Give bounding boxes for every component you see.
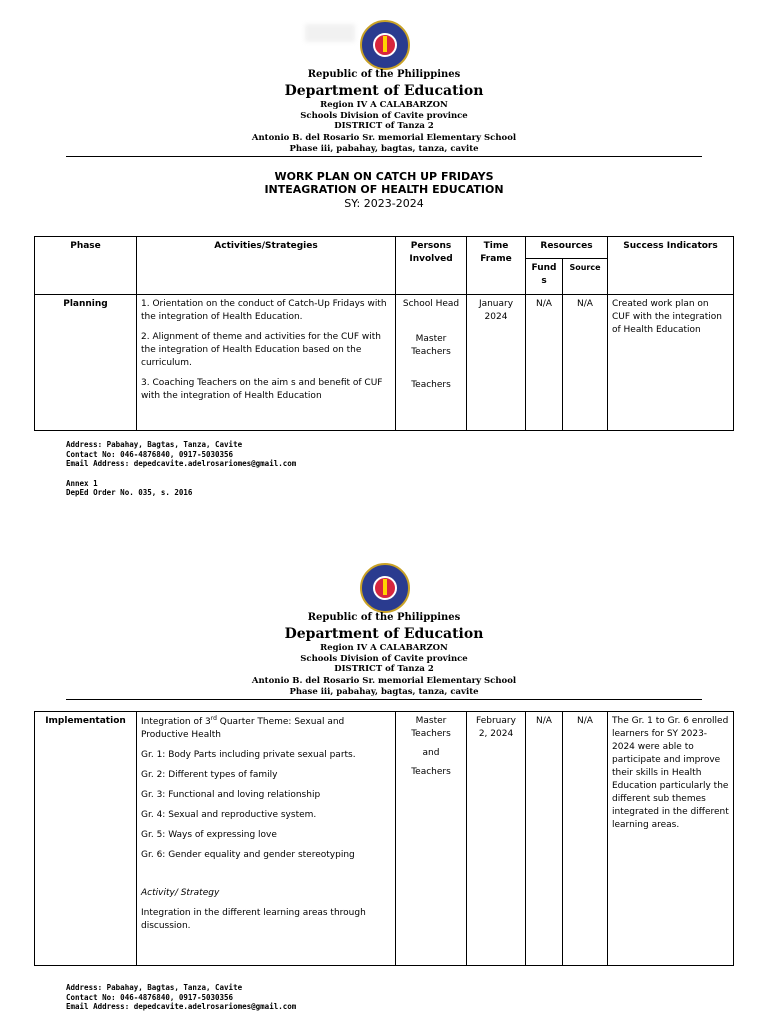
deped-seal-logo (360, 563, 410, 613)
persons-header: Persons Involved (396, 237, 467, 295)
success-cell: Created work plan on CUF with the integration of Health Education (608, 295, 734, 431)
persons-cell (396, 712, 467, 966)
header-divider (66, 156, 702, 157)
person-item: Master Teachers (411, 334, 451, 358)
footer-block (66, 440, 296, 498)
table-row-implementation (35, 712, 734, 966)
republic-heading: Republic of the Philippines (307, 612, 461, 623)
source-cell: N/A (563, 295, 608, 431)
footer-contact: Contact No: 046-4876840, 0917-5030356 (66, 449, 234, 459)
resources-header: Resources (526, 237, 608, 259)
funds-header: Fund s (526, 259, 563, 295)
footer-address: Address: Pabahay, Bagtas, Tanza, Cavite (66, 440, 243, 449)
persons-cell (396, 295, 467, 431)
grade-item: Gr. 4: Sexual and reproductive system. (141, 810, 317, 821)
activity-item: 2. Alignment of theme and activities for the CUF with the integration of Health Education based on the curriculum. (141, 332, 381, 369)
theme-line: Integration of 3rd Quarter Theme: Sexual and Productive Health (141, 715, 345, 741)
activities-header: Activities/Strategies (137, 237, 396, 295)
region-label: Region IV A CALABARZON (320, 100, 448, 110)
person-item: Teachers (411, 380, 451, 391)
footer-contact: Contact No: 046-4876840, 0917-5030356 (66, 992, 234, 1002)
table-row-planning (35, 295, 734, 431)
person-item: Teachers (411, 767, 451, 778)
strategy-label: Activity/ Strategy (141, 888, 220, 899)
funds-cell: N/A (526, 712, 563, 966)
department-heading: Department of Education (284, 626, 484, 642)
annex-label: Annex 1 (66, 478, 98, 488)
footer-email: Email Address: depedcavite.adelrosariomes@gmail.com (66, 1002, 297, 1011)
district-label: DISTRICT of Tanza 2 (334, 121, 434, 131)
strategy-text: Integration in the different learning areas through discussion. (141, 908, 366, 932)
success-header: Success Indicators (608, 237, 734, 295)
redacted-region (305, 24, 355, 42)
school-name: Antonio B. del Rosario Sr. memorial Elementary School (251, 133, 517, 143)
footer-block (66, 983, 296, 1012)
grade-item: Gr. 6: Gender equality and gender stereotyping (141, 850, 355, 861)
district-label: DISTRICT of Tanza 2 (334, 664, 434, 674)
phase-cell: Planning (35, 295, 137, 431)
department-heading: Department of Education (284, 83, 484, 99)
deped-seal-logo (360, 20, 410, 70)
activity-item: 3. Coaching Teachers on the aim s and benefit of CUF with the integration of Health Education (141, 378, 383, 402)
division-label: Schools Division of Cavite province (300, 654, 468, 664)
document-title: WORK PLAN ON CATCH UP FRIDAYS (274, 170, 494, 183)
time-cell: February 2, 2024 (467, 712, 526, 966)
source-cell: N/A (563, 712, 608, 966)
grade-item: Gr. 1: Body Parts including private sexual parts. (141, 750, 356, 761)
document-subtitle: INTEAGRATION OF HEALTH EDUCATION (264, 183, 504, 196)
person-item: School Head (402, 299, 460, 309)
phase-cell: Implementation (35, 712, 137, 966)
phase-header: Phase (35, 237, 137, 295)
work-plan-table-page2 (34, 711, 734, 966)
school-year: SY: 2023-2024 (344, 197, 424, 210)
division-label: Schools Division of Cavite province (300, 111, 468, 121)
time-header: Time Frame (467, 237, 526, 295)
person-item: and (422, 748, 440, 759)
person-item: Master Teachers (411, 716, 451, 740)
source-header: Source (563, 259, 608, 295)
grade-item: Gr. 2: Different types of family (141, 770, 278, 781)
deped-order: DepEd Order No. 035, s. 2016 (66, 488, 193, 497)
school-address: Phase iii, pabahay, bagtas, tanza, cavite (289, 144, 479, 154)
header-divider (66, 699, 702, 700)
time-cell: January 2024 (467, 295, 526, 431)
footer-address: Address: Pabahay, Bagtas, Tanza, Cavite (66, 983, 243, 992)
grade-item: Gr. 5: Ways of expressing love (141, 830, 277, 841)
region-label: Region IV A CALABARZON (320, 643, 448, 653)
activity-item: 1. Orientation on the conduct of Catch-Up Fridays with the integration of Health Education. (141, 299, 387, 323)
school-address: Phase iii, pabahay, bagtas, tanza, cavite (289, 687, 479, 697)
footer-email: Email Address: depedcavite.adelrosariomes@gmail.com (66, 459, 297, 468)
success-cell: The Gr. 1 to Gr. 6 enrolled learners for SY 2023-2024 were able to participate and improve their skills in Health Education particularly the different sub themes integrated in the different learning areas. (608, 712, 734, 966)
work-plan-table-page1 (34, 236, 734, 431)
school-name: Antonio B. del Rosario Sr. memorial Elementary School (251, 676, 517, 686)
activities-cell (137, 712, 396, 966)
funds-cell: N/A (526, 295, 563, 431)
republic-heading: Republic of the Philippines (307, 69, 461, 80)
activities-cell (137, 295, 396, 431)
grade-item: Gr. 3: Functional and loving relationship (141, 790, 321, 801)
